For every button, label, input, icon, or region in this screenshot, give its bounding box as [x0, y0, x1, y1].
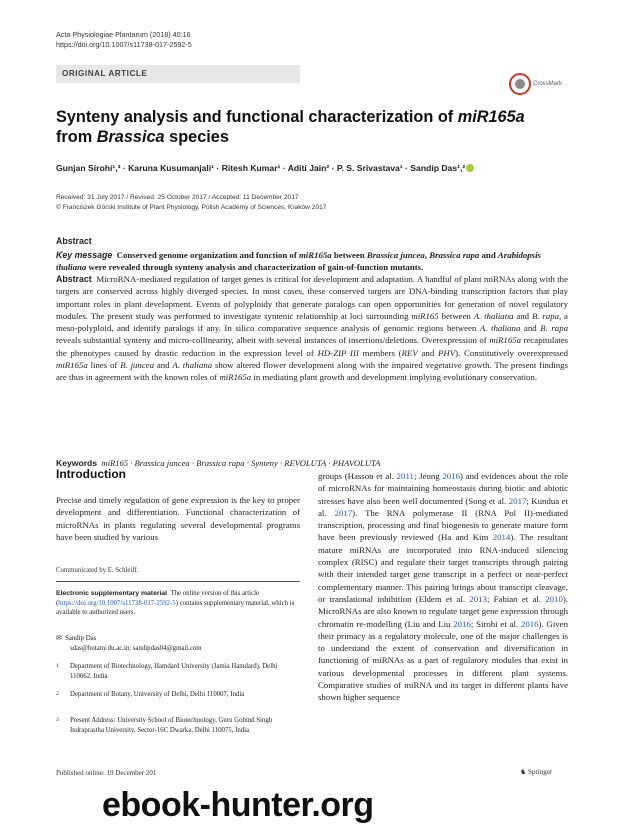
abstract-heading: Abstract	[56, 236, 92, 246]
published-online: Published online: 19 December 201	[56, 769, 157, 777]
abstract-body: Abstract MicroRNA-mediated regulation of target genes is critical for development and adaptation. A handful of plant miRNAs along with the targets are conserved across highly diverged species. In most cases, these conserved targets are DNA-binding transcription factors that play important roles in plant development. Events of polyploidy that generate paralogs can open opportunities for generation of novel regulatory modules. The present study was performed to investigate syntenic relationship at loci surrounding miR165 between A. thaliana and B. rapa, a meso-polyploid, and identify paralogs if any. In silico comparative sequence analysis of genomic regions between A. thaliana and B. rapa reveals substantial synteny and micro-collinearity, albeit with several instances of insertions/deletions. Overexpression of miR165a recapitulates the phenotypes caused by drastic reduction in the expression level of HD-ZIP III members (REV and PHV). Constitutively overexpressed miR165a lines of B. juncea and A. thaliana show altered flower development along with the impaired vegetative growth. The present findings are thus in agreement with the known roles of miR165a in mediating plant growth and development implying evolutionary conservation.	[56, 274, 569, 383]
author-list	[56, 163, 576, 173]
key-message-label: Key message	[56, 250, 113, 260]
journal-citation: Acta Physiologiae Plantarum (2018) 40:16	[56, 30, 191, 39]
communicated-by: Communicated by E. Schleiff.	[56, 567, 139, 574]
history-dates: Received: 31 July 2017 / Revised: 25 October 2017 / Accepted: 11 December 2017	[56, 194, 299, 201]
doi-line[interactable]: https://doi.org/10.1007/s11738-017-2592-5	[56, 40, 192, 49]
key-message: Key message Conserved genome organization and function of miR165a between Brassica juncea, Brassica rapa and Arabidopsis thaliana were revealed through synteny analysis and characterization of gain-of-function mutants.	[56, 250, 541, 273]
publisher-logo: ♞ Springer	[520, 768, 553, 776]
abstract-label: Abstract	[56, 274, 92, 284]
corresponding-author: ✉ Sandip Das sdas@botany.du.ac.in; sandipdas04@gmail.com	[56, 635, 202, 652]
copyright: © Franciszek Górski Institute of Plant Physiology, Polish Academy of Sciences, Kraków 2017	[56, 204, 327, 211]
keywords-list: miR165 · Brassica juncea · Brassica rapa · Synteny · REVOLUTA · PHAVOLUTA	[101, 458, 381, 468]
supplementary-note: Electronic supplementary material The online version of this article (https://doi.org/10.1007/s11738-017-2592-5) contains supplementary material, which is available to authorized users.	[56, 590, 295, 617]
authors-text: Gunjan Sirohi¹,³ · Karuna Kusumanjali¹ · Ritesh Kumar¹ · Aditi Jain² · P. S. Srivastava¹ · Sandip Das¹,²	[56, 163, 466, 173]
article-type-bar	[56, 65, 300, 83]
affiliation-3: 3 Present Address: University School of Biotechnology, Guru Gobind Singh Indraprastha University, Sector-16C Dwarka, Delhi 110075, India	[56, 717, 273, 734]
mail-icon: ✉	[56, 635, 62, 642]
article-dates	[56, 193, 326, 213]
watermark: ebook-hunter.org	[102, 786, 374, 824]
journal-header	[56, 30, 192, 50]
footnote-divider	[56, 581, 300, 582]
orcid-icon[interactable]	[466, 164, 474, 172]
article-type-label: ORIGINAL ARTICLE	[62, 69, 148, 78]
keywords-label: Keywords	[56, 458, 98, 468]
supplementary-link[interactable]: https://doi.org/10.1007/s11738-017-2592-5	[58, 599, 176, 607]
affiliation-1: 1 Department of Biotechnology, Hamdard University (Jamia Hamdard), Delhi 110062, India	[56, 663, 278, 680]
springer-horse-icon: ♞	[520, 768, 527, 776]
crossmark-label: CrossMark	[533, 81, 563, 87]
crossmark-icon	[509, 73, 531, 95]
introduction-heading: Introduction	[56, 467, 126, 481]
intro-paragraph-right: groups (Hasson et al. 2011; Jeong 2016) and evidences about the role of microRNAs for maintaining homeostasis during biotic and abiotic stresses have also been well documented (Song et al. 2017; Kundua et al. 2017). The RNA polymerase II (RNA Pol II)-mediated transcription, processing and final biogenesis to generate mature form have been previously reviewed (Ha and Kim 2014). The resultant mature miRNAs are incorporated into RNA-induced silencing complex (RISC) and regulate their target transcripts through pairing with their intended target gene transcript in a perfect or near-perfect complementary manner. This pairing brings about transcript cleavage, or translational inhibition (Eldem et al. 2013; Fabian et al. 2010). MicroRNAs are also known to regulate target gene expression through chromatin re-modelling (Liu and Liu 2016; Sirohi et al. 2016). Given their primacy as a regulatory molecule, one of the major challenges is to understand the extent of conservation and diversification in functioning of miRNAs as a part of regulatory modules that exist in various developmental processes in different plant systems. Comparative studies of miRNA and its target in different plants have shown higher sequence	[318, 471, 569, 703]
article-title: Synteny analysis and functional characterization of miR165a from Brassica species	[56, 108, 525, 146]
crossmark-badge[interactable]	[509, 73, 569, 97]
intro-paragraph-left: Precise and timely regulation of gene expression is the key to proper development and differentiation. Functional characterization of microRNAs in plants regulating several developmental programs have been studied by various	[56, 495, 300, 542]
corresponding-emails[interactable]: sdas@botany.du.ac.in; sandipdas04@gmail.com	[70, 644, 202, 652]
affiliation-2: 2 Department of Botany, University of Delhi, Delhi 110007, India	[56, 691, 245, 698]
keywords	[56, 458, 568, 468]
